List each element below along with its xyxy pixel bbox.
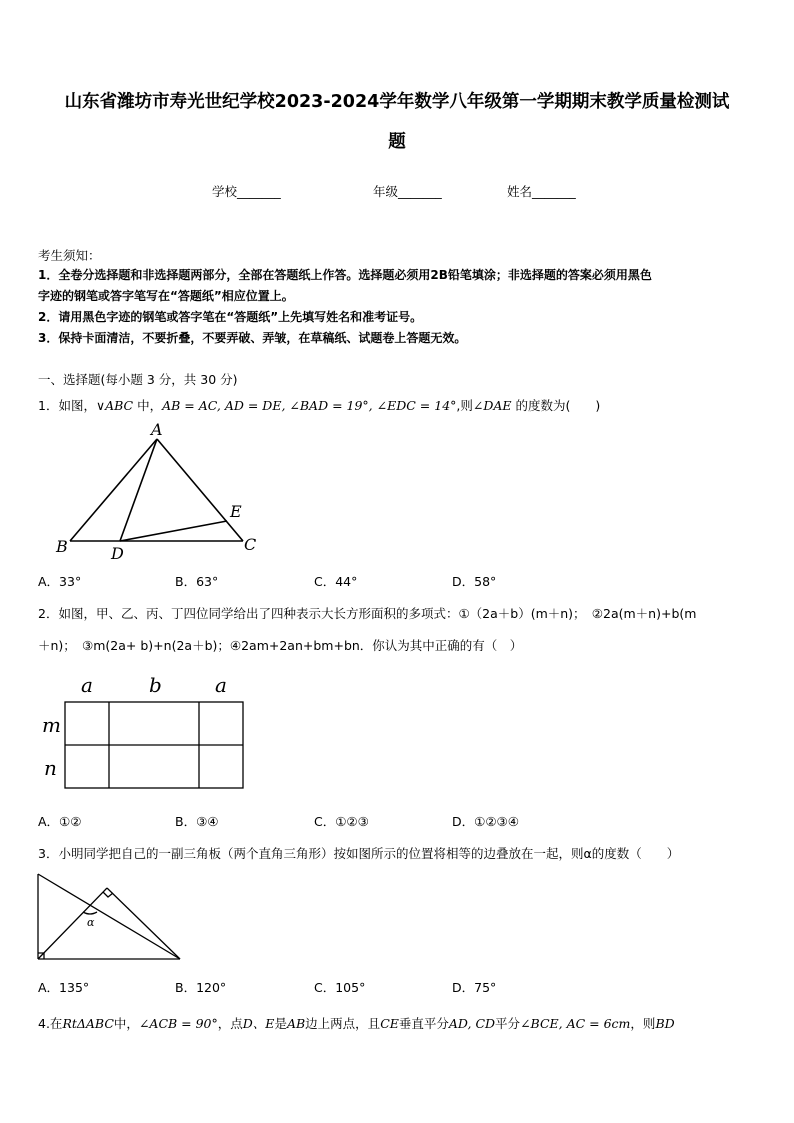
notice-item-3: 3．保持卡面清洁，不要折叠，不要弄破、弄皱，在草稿纸、试题卷上答题无效。: [38, 331, 467, 345]
q1-segment-de: [120, 521, 227, 541]
q3-option-d[interactable]: D．75°: [452, 980, 497, 995]
notice-heading: 考生须知：: [38, 248, 101, 263]
q2-option-c[interactable]: C．①②③: [314, 814, 369, 829]
q2-label-n: n: [44, 756, 57, 780]
q4-m7: ∠BCE, AC = 6cm: [520, 1016, 631, 1031]
q3-triangle-2-side: [38, 888, 107, 959]
q2-label-a-right: a: [215, 673, 227, 697]
q1-option-a[interactable]: A．33°: [38, 574, 82, 589]
q2-option-b[interactable]: B．③④: [175, 814, 219, 829]
question-3-stem: 3．小明同学把自己的一副三角板（两个直角三角形）按如图所示的位置将相等的边叠放在一起，则α的度数（ ）: [38, 846, 680, 861]
q3-label-alpha: α: [87, 916, 95, 929]
q1-label-e: E: [230, 502, 242, 521]
q1-label-a: A: [151, 420, 163, 439]
q4-m2: ∠ACB = 90°: [138, 1016, 218, 1031]
question-2-stem-continued: ＋n)； ③m(2a+ b)+n(2a＋b)；④2am+2an+bm+bn．你认为其中正确的有（ ）: [38, 638, 523, 653]
grade-field: 年级_______: [373, 184, 442, 199]
q1-option-d[interactable]: D．58°: [452, 574, 497, 589]
q2-rectangle-figure: [38, 670, 258, 795]
q4-t5: 边上两点，且: [305, 1016, 381, 1031]
question-2-stem: 2．如图，甲、乙、丙、丁四位同学给出了四种表示大长方形面积的多项式：①（2a＋b）(m＋n)； ②2a(m＋n)+b(m: [38, 606, 697, 621]
q3-option-c[interactable]: C．105°: [314, 980, 366, 995]
q1-triangle: ∨ABC: [95, 398, 134, 413]
q2-option-a[interactable]: A．①②: [38, 814, 82, 829]
q4-m5: CE: [380, 1016, 399, 1031]
q2-label-b: b: [149, 673, 162, 697]
q4-m4: AB: [286, 1016, 306, 1031]
q3-hypotenuse-1: [38, 874, 180, 959]
q3-option-a[interactable]: A．135°: [38, 980, 90, 995]
q1-asked-angle: ∠DAE: [472, 398, 512, 413]
notice-item-1: 1．全卷分选择题和非选择题两部分，全部在答题纸上作答。选择题必须用2B铅笔填涂；非选择题的答案必须用黑色: [38, 268, 652, 282]
q1-option-b[interactable]: B．63°: [175, 574, 219, 589]
q2-option-d[interactable]: D．①②③④: [452, 814, 519, 829]
q3-angle-arc: [83, 912, 97, 914]
q4-t3: ，点: [217, 1016, 243, 1031]
q1-label-b: B: [56, 537, 68, 556]
q4-t7: 平分: [495, 1016, 521, 1031]
q4-t1: 4.在: [38, 1016, 63, 1031]
q1-text-c: ,则: [456, 398, 473, 413]
q3-option-b[interactable]: B．120°: [175, 980, 227, 995]
q1-label-d: D: [111, 544, 124, 563]
q1-segment-ab: [70, 439, 157, 541]
q4-m8: BD: [655, 1016, 675, 1031]
q2-label-a-left: a: [81, 673, 93, 697]
q4-m6: AD, CD: [448, 1016, 496, 1031]
q1-text-d: 的度数为( ): [511, 398, 601, 413]
name-field: 姓名_______: [507, 184, 576, 199]
q4-m3: D、E: [242, 1016, 275, 1031]
school-field: 学校_______: [212, 184, 281, 199]
q1-text-a: 1．如图，: [38, 398, 96, 413]
q1-segment-ad: [120, 439, 157, 541]
q1-triangle-figure: [40, 418, 270, 568]
q1-label-c: C: [244, 535, 257, 554]
document-title-continued: 题: [388, 132, 406, 152]
notice-item-1-continued: 字迹的钢笔或答字笔写在“答题纸”相应位置上。: [38, 289, 294, 303]
q4-t2: 中，: [113, 1016, 139, 1031]
q2-label-m: m: [42, 713, 61, 737]
q4-t8: ，则: [630, 1016, 656, 1031]
q4-t4: 是: [274, 1016, 287, 1031]
q1-text-b: 中，: [133, 398, 163, 413]
document-title: 山东省潍坊市寿光世纪学校2023-2024学年数学八年级第一学期期末教学质量检测试: [64, 92, 730, 112]
q1-conditions: AB = AC, AD = DE, ∠BAD = 19°, ∠EDC = 14°: [162, 398, 457, 413]
q3-triangle-2-side-2: [107, 888, 180, 959]
question-1-stem: [38, 396, 600, 414]
q1-option-c[interactable]: C．44°: [314, 574, 358, 589]
q3-set-square-figure: [34, 870, 194, 966]
section-heading: 一、选择题(每小题 3 分，共 30 分): [38, 372, 238, 387]
notice-item-2: 2．请用黑色字迹的钢笔或答字笔在“答题纸”上先填写姓名和准考证号。: [38, 310, 423, 324]
question-4-stem: [38, 1014, 675, 1032]
q4-t6: 垂直平分: [398, 1016, 449, 1031]
q4-m1: RtΔABC: [62, 1016, 114, 1031]
